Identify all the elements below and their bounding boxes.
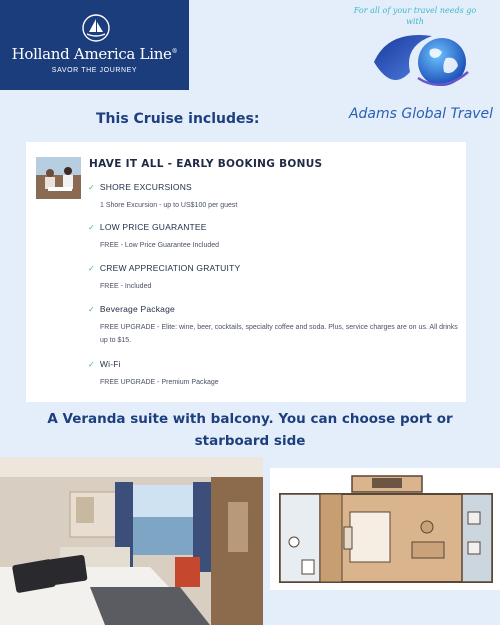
suite-floor-plan (272, 472, 498, 588)
promo-photo (36, 157, 81, 199)
check-icon: ✓ (88, 305, 95, 314)
check-icon: ✓ (88, 183, 95, 192)
includes-card (26, 142, 466, 402)
item-beverage-package: ✓ Beverage Package (88, 304, 175, 314)
brand-name: Holland America Line® (11, 45, 178, 63)
item-desc: FREE UPGRADE - Elite: wine, beer, cocktails, specialty coffee and soda. Plus, service charges are on us. All drinks up to $15. (100, 324, 458, 344)
check-icon: ✓ (88, 360, 95, 369)
agency-tagline: For all of your travel needs go with (353, 6, 477, 26)
suite-heading: A Veranda suite with balcony. You can choose port or starboard side (47, 411, 453, 449)
item-crew-gratuity: ✓ CREW APPRECIATION GRATUITY (88, 263, 241, 273)
ship-emblem-icon (82, 14, 110, 42)
item-desc: FREE UPGRADE - Premium Package (100, 379, 219, 386)
item-shore-excursions: ✓ SHORE EXCURSIONS (88, 182, 192, 192)
item-desc: 1 Shore Excursion - up to US$100 per guest (100, 202, 238, 209)
item-desc: FREE - Low Price Guarantee Included (100, 242, 220, 249)
agency-name: Adams Global Travel (348, 106, 494, 122)
item-wifi: ✓ Wi-Fi (88, 359, 121, 369)
item-low-price-guarantee: ✓ LOW PRICE GUARANTEE (88, 222, 207, 232)
section-title: This Cruise includes: (96, 111, 260, 127)
promo-title: HAVE IT ALL - EARLY BOOKING BONUS (89, 158, 323, 170)
item-desc: FREE - Included (100, 283, 152, 290)
veranda-suite-photo (0, 457, 263, 625)
holland-america-logo (0, 0, 189, 90)
check-icon: ✓ (88, 223, 95, 232)
globe-feather-logo-icon (370, 28, 480, 98)
check-icon: ✓ (88, 264, 95, 273)
brand-tagline: SAVOR THE JOURNEY (51, 67, 138, 74)
